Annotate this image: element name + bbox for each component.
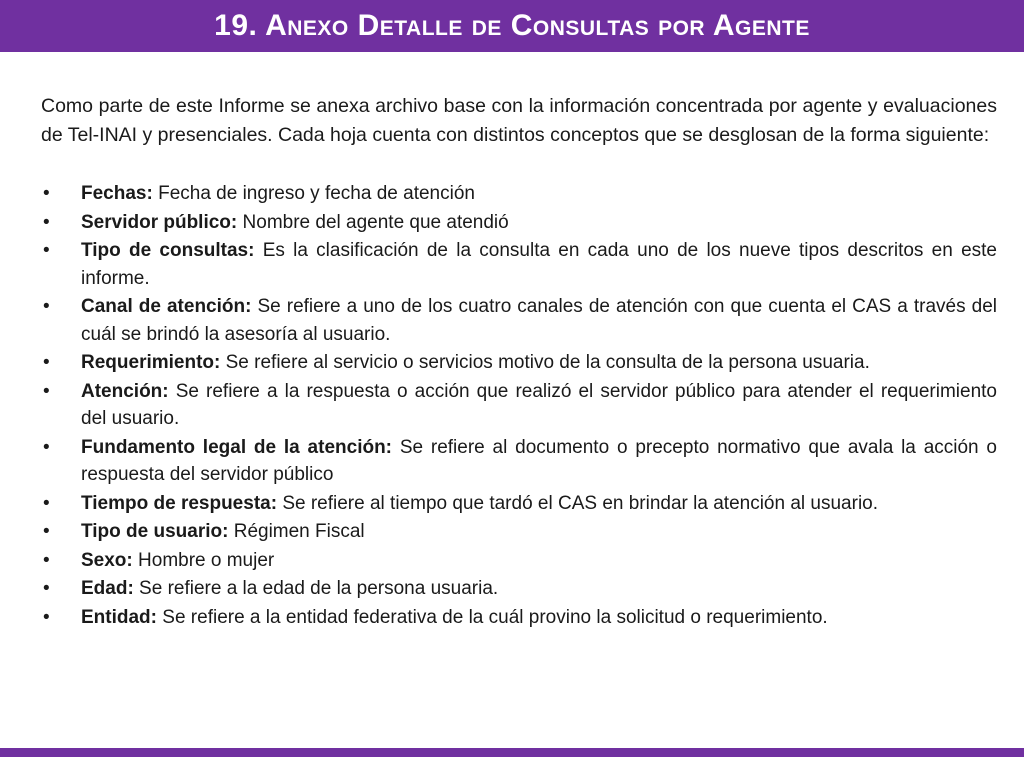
bullet-icon: • [43, 521, 50, 542]
concept-description: Es la clasificación de la consulta en cada uno de los nueve tipos descritos en este informe. [81, 240, 997, 289]
concept-item [41, 518, 997, 546]
concept-description: Fecha de ingreso y fecha de atención [152, 183, 475, 204]
bullet-icon: • [43, 352, 50, 373]
concept-term: Entidad: [81, 606, 157, 628]
concept-description: Se refiere a la respuesta o acción que realizó el servidor público para atender el requerimiento del usuario. [81, 380, 997, 429]
slide-title: 19. Anexo Detalle de Consultas por Agente [214, 9, 810, 42]
bullet-icon: • [43, 549, 50, 571]
concept-item [41, 434, 997, 489]
concept-description: Se refiere al servicio o servicios motivo de la consulta de la persona usuaria. [220, 352, 870, 373]
concept-term: Edad: [81, 578, 134, 599]
bullet-icon: • [43, 380, 50, 402]
concept-term: Tipo de consultas: [81, 240, 255, 261]
bottom-bar [0, 748, 1024, 757]
bullet-icon: • [43, 436, 50, 458]
concept-list [41, 180, 997, 631]
concept-item [41, 490, 997, 518]
concept-item [41, 237, 997, 292]
concept-item [41, 180, 997, 208]
bullet-icon: • [43, 492, 50, 514]
concept-description: Hombre o mujer [132, 549, 275, 571]
bullet-icon: • [43, 211, 50, 233]
concept-term: Fundamento legal de la atención: [81, 436, 393, 458]
concept-item [41, 547, 997, 575]
concept-term: Servidor público: [81, 211, 238, 233]
concept-item [41, 604, 997, 632]
bullet-icon: • [43, 183, 50, 204]
concept-description: Nombre del agente que atendió [237, 211, 509, 233]
concept-item [41, 349, 997, 377]
concept-term: Sexo: [81, 549, 133, 571]
intro-paragraph: Como parte de este Informe se anexa archivo base con la información concentrada por agente y evaluaciones de Tel-INAI y presenciales. Cada hoja cuenta con distintos conceptos que se desglosan de la forma siguiente: [41, 95, 997, 146]
concept-term: Tiempo de respuesta: [81, 492, 278, 514]
concept-term: Requerimiento: [81, 352, 221, 373]
bullet-icon: • [43, 578, 50, 599]
concept-description: Se refiere al tiempo que tardó el CAS en brindar la atención al usuario. [277, 492, 879, 514]
concept-description: Se refiere al documento o precepto normativo que avala la acción o respuesta del servidor público [81, 436, 997, 485]
concept-item [41, 378, 997, 433]
slide-content [41, 92, 997, 632]
bullet-icon: • [43, 240, 50, 261]
concept-item [41, 293, 997, 348]
concept-description: Se refiere a la edad de la persona usuaria. [133, 578, 499, 599]
bullet-icon: • [43, 296, 50, 317]
concept-description: Se refiere a uno de los cuatro canales de atención con que cuenta el CAS a través del cuál se brindó la asesoría al usuario. [81, 296, 997, 345]
concept-description: Régimen Fiscal [228, 521, 365, 542]
concept-term: Canal de atención: [81, 296, 252, 317]
concept-term: Fechas: [81, 183, 153, 204]
bullet-icon: • [43, 606, 50, 628]
concept-term: Tipo de usuario: [81, 521, 229, 542]
concept-item [41, 209, 997, 237]
concept-item [41, 575, 997, 603]
title-bar [0, 0, 1024, 52]
concept-description: Se refiere a la entidad federativa de la cuál provino la solicitud o requerimiento. [157, 606, 828, 628]
concept-term: Atención: [81, 380, 169, 402]
